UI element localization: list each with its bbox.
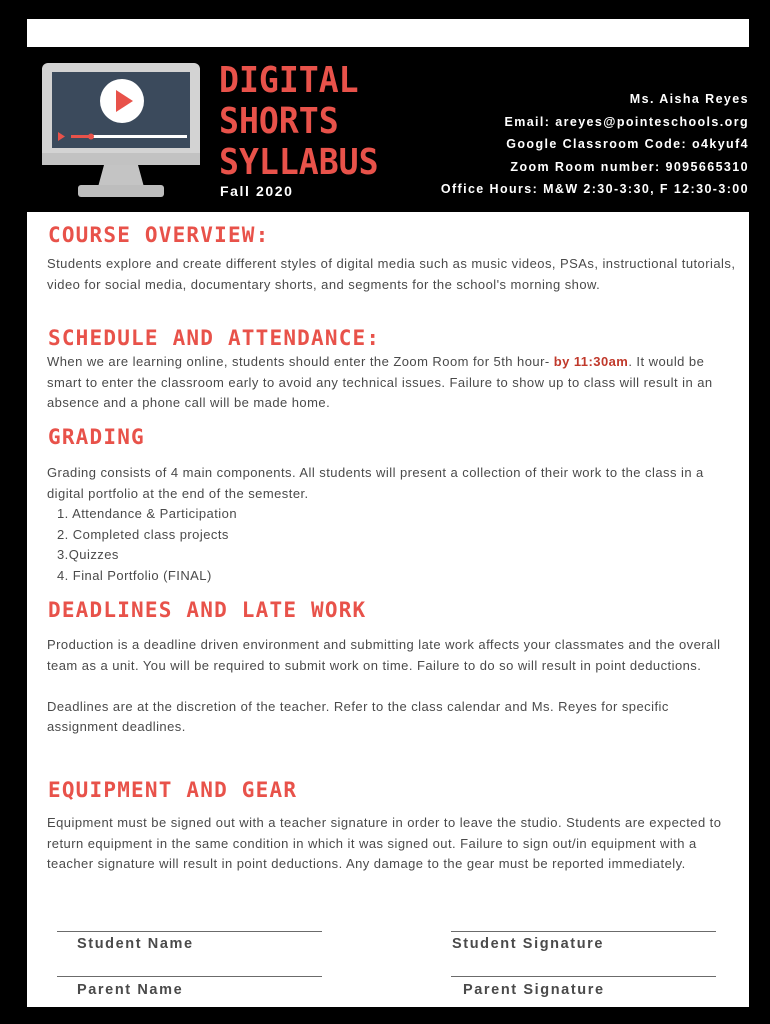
title-line: DIGITAL	[219, 60, 359, 101]
start-time-highlight: by 11:30am	[553, 354, 629, 369]
student-name-line[interactable]	[57, 931, 322, 932]
list-item: 4. Final Portfolio (FINAL)	[57, 567, 212, 583]
office-hours: Office Hours: M&W 2:30-3:30, F 12:30-3:00	[440, 182, 749, 197]
student-name-label: Student Name	[77, 936, 194, 952]
title-line: SHORTS	[219, 101, 339, 142]
teacher-email: Email: areyes@pointeschools.org	[504, 114, 749, 129]
schedule-text	[47, 352, 737, 414]
list-item: 3.Quizzes	[57, 547, 119, 563]
zoom-room-number: Zoom Room number: 9095665310	[510, 159, 749, 174]
teacher-name: Ms. Aisha Reyes	[629, 92, 749, 106]
classroom-code: Google Classroom Code: o4kyuf4	[506, 137, 749, 152]
schedule-text-part: When we are learning online, students should enter the Zoom Room for 5th hour-	[47, 354, 554, 369]
equipment-heading: EQUIPMENT AND GEAR	[48, 778, 298, 802]
course-overview-heading: COURSE OVERVIEW:	[48, 223, 270, 247]
contact-info	[441, 88, 749, 201]
syllabus-page	[27, 212, 749, 1007]
student-signature-label: Student Signature	[452, 936, 605, 952]
grading-intro: Grading consists of 4 main components. All students will present a collection of their work to the class in a digital portfolio at the end of the semester.	[47, 465, 704, 501]
title-line: SYLLABUS	[219, 142, 379, 183]
deadlines-paragraph: Production is a deadline driven environment and submitting late work affects your classmates and the overall team as a unit. You will be required to submit work on time. Failure to do so will result in point deductions.	[47, 637, 721, 673]
list-item: 1. Attendance & Participation	[57, 506, 237, 522]
parent-name-line[interactable]	[57, 976, 322, 977]
deadlines-text	[47, 635, 737, 738]
student-signature-line[interactable]	[451, 931, 716, 932]
grading-heading: GRADING	[48, 425, 145, 449]
list-item: 2. Completed class projects	[57, 526, 229, 542]
syllabus-title	[219, 60, 379, 183]
grading-components-list	[47, 504, 737, 586]
monitor-play-icon	[42, 63, 200, 201]
term-label: Fall 2020	[220, 183, 294, 199]
course-overview-text: Students explore and create different styles of digital media such as music videos, PSAs, instructional tutorials, video for social media, documentary shorts, and segments for the school's morning show.	[47, 256, 736, 292]
schedule-text-part: . It would be smart to enter the classroom early to avoid any technical issues. Failure to show up to class will result in an absence and a phone call will be made home.	[47, 354, 713, 411]
schedule-heading: SCHEDULE AND ATTENDANCE:	[48, 326, 381, 350]
top-banner-bar	[27, 19, 749, 47]
parent-signature-line[interactable]	[451, 976, 716, 977]
parent-name-label: Parent Name	[77, 982, 184, 998]
deadlines-paragraph: Deadlines are at the discretion of the teacher. Refer to the class calendar and Ms. Reyes for specific assignment deadlines.	[47, 698, 669, 735]
equipment-text: Equipment must be signed out with a teacher signature in order to leave the studio. Students are expected to return equipment in the same condition in which it was signed out. Failure to sign out/in equipment with a teacher signature will result in point deductions. Any damage to the gear must be reported immediately.	[47, 815, 722, 872]
grading-text	[47, 463, 737, 587]
deadlines-heading: DEADLINES AND LATE WORK	[48, 598, 367, 622]
parent-signature-label: Parent Signature	[463, 982, 605, 998]
